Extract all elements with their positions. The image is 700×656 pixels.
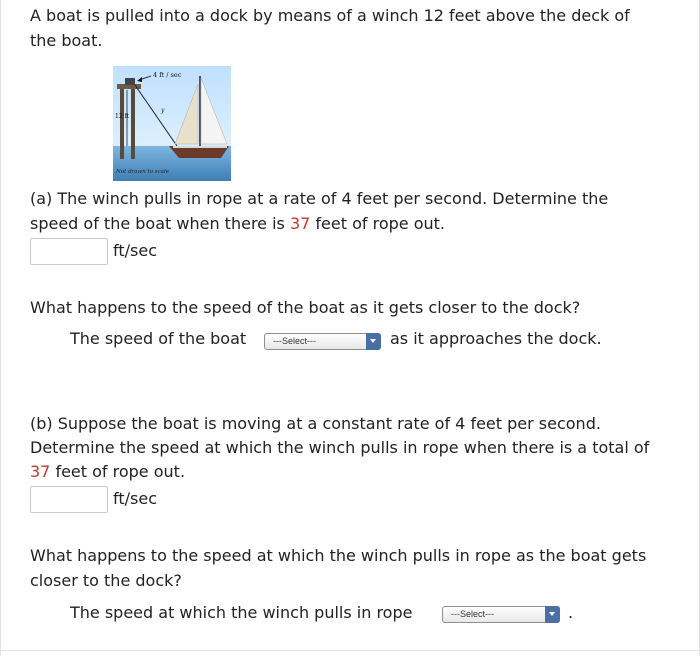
part-a-speed-select[interactable] bbox=[264, 333, 381, 350]
part-a-select-value: ---Select--- bbox=[273, 336, 316, 346]
part-b-line-2: Determine the speed at which the winch pulls in rope when there is a total of bbox=[30, 438, 650, 457]
part-b-select-value: ---Select--- bbox=[451, 609, 494, 619]
rope-length-value: 37 bbox=[289, 214, 311, 233]
part-b-line-3 bbox=[30, 461, 185, 483]
winch bbox=[125, 78, 135, 85]
boat-dock-figure bbox=[113, 66, 231, 181]
intro-line-2: the boat. bbox=[30, 31, 103, 50]
rate-label: 4 ft / sec bbox=[153, 71, 182, 79]
part-a-line-1: (a) The winch pulls in rope at a rate of 4 feet per second. Determine the bbox=[30, 189, 609, 208]
intro-line-1: A boat is pulled into a dock by means of a winch 12 feet above the deck of bbox=[30, 6, 630, 25]
height-label: 12 ft bbox=[115, 113, 130, 120]
part-a-line-2 bbox=[30, 213, 445, 235]
part-b-followup-line-1: What happens to the speed at which the winch pulls in rope as the boat gets bbox=[30, 546, 647, 565]
part-b-followup-line-2: closer to the dock? bbox=[30, 571, 182, 590]
bottom-divider bbox=[1, 650, 699, 651]
part-b-sentence-start: The speed at which the winch pulls in rope bbox=[70, 603, 413, 622]
part-a-sentence-start: The speed of the boat bbox=[70, 329, 247, 348]
part-b-line-3-text: feet of rope out. bbox=[50, 462, 186, 481]
rope-length-value: 37 bbox=[30, 462, 51, 481]
part-a-unit: ft/sec bbox=[113, 241, 157, 260]
scale-note: Not drawn to scale bbox=[116, 169, 169, 175]
part-a-line-2-end: feet of rope out. bbox=[310, 214, 445, 233]
part-a-answer-input[interactable] bbox=[30, 238, 108, 265]
part-a-followup-question: What happens to the speed of the boat as it gets closer to the dock? bbox=[30, 298, 581, 317]
part-a-line-2-text: speed of the boat when there is bbox=[30, 214, 290, 233]
boat-deck bbox=[173, 146, 227, 148]
mast bbox=[199, 76, 201, 148]
dock-post bbox=[120, 89, 124, 159]
dock-post bbox=[131, 89, 135, 159]
part-b-line-1: (b) Suppose the boat is moving at a constant rate of 4 feet per second. bbox=[30, 414, 601, 433]
part-b-speed-select[interactable] bbox=[442, 606, 560, 623]
chevron-down-icon[interactable] bbox=[366, 333, 381, 350]
part-b-unit: ft/sec bbox=[113, 489, 157, 508]
part-b-sentence-end: . bbox=[568, 603, 574, 622]
rope-label: y bbox=[161, 107, 165, 114]
chevron-down-icon[interactable] bbox=[545, 606, 560, 623]
part-b-answer-input[interactable] bbox=[30, 486, 108, 513]
part-a-sentence-end: as it approaches the dock. bbox=[390, 329, 602, 348]
